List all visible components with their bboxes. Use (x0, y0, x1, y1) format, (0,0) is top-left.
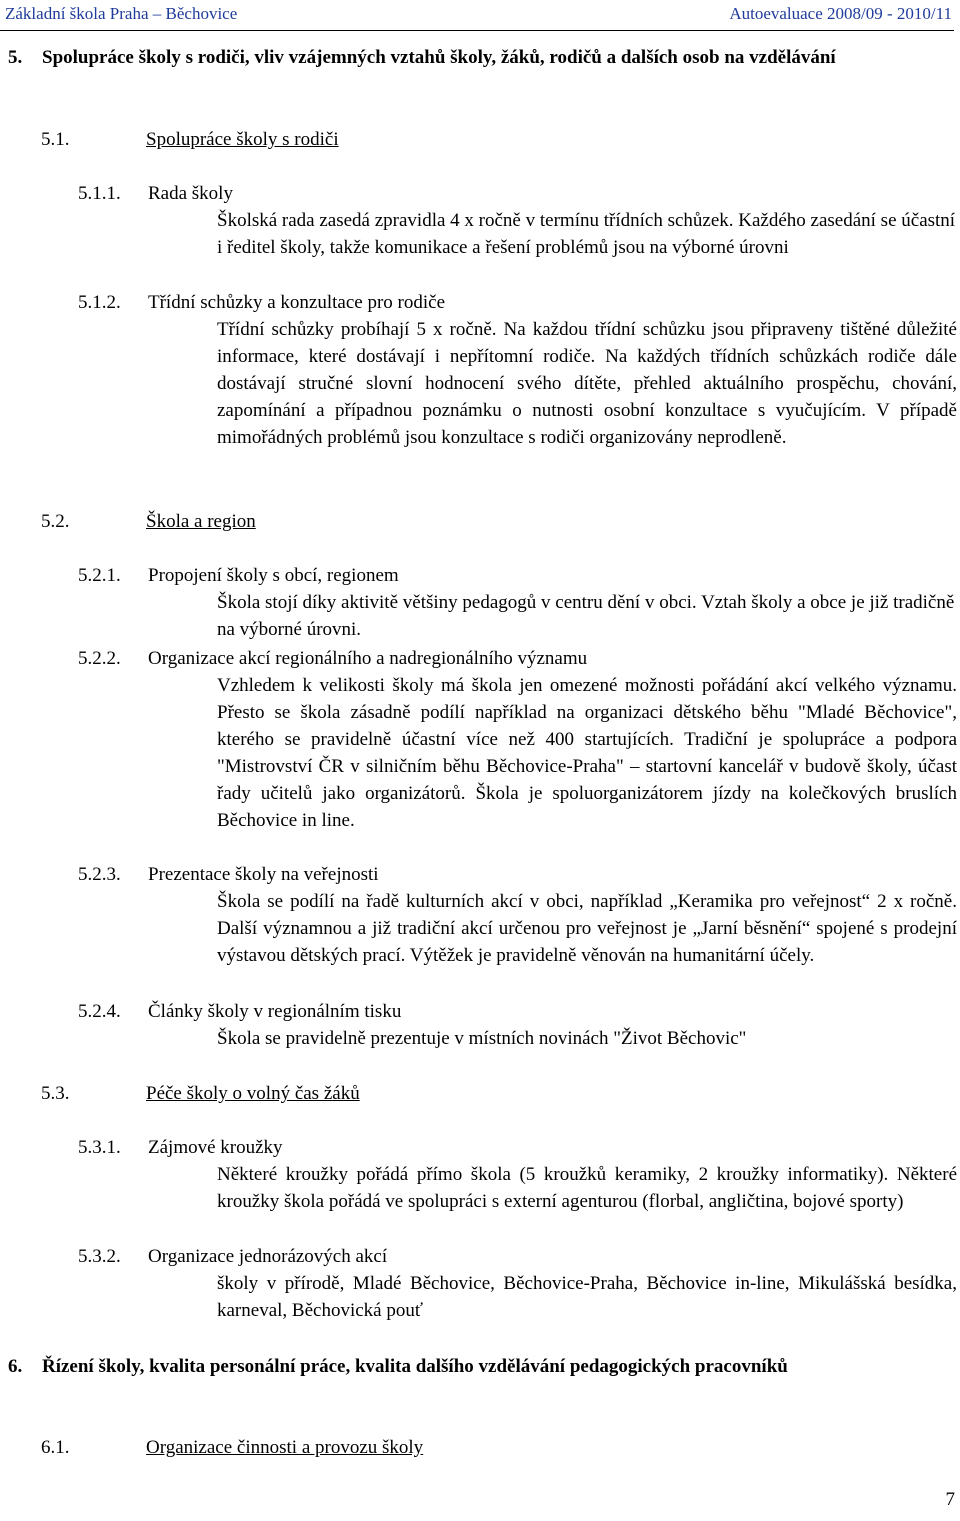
item-number: 5.3.2. (78, 1246, 121, 1267)
item-title: Články školy v regionálním tisku (148, 1001, 402, 1022)
header-school-name: Základní škola Praha – Běchovice (5, 4, 238, 23)
section-heading-6 (8, 1353, 958, 1380)
section-number: 5. (8, 47, 23, 68)
item-title: Propojení školy s obcí, regionem (148, 565, 399, 586)
section-number: 6. (8, 1356, 23, 1377)
item-title: Třídní schůzky a konzultace pro rodiče (148, 292, 446, 313)
subsection-number: 6.1. (41, 1437, 70, 1458)
item-heading-5-1-2 (78, 289, 938, 316)
subsection-title: Spolupráce školy s rodiči (146, 129, 339, 150)
subsection-title: Organizace činnosti a provozu školy (146, 1437, 424, 1458)
item-title: Prezentace školy na veřejnosti (148, 864, 379, 885)
item-text-5-2-4: Škola se pravidelně prezentuje v místních novinách "Život Běchovic" (217, 1028, 747, 1049)
item-text-5-2-3: Škola se podílí na řadě kulturních akcí v obci, například „Keramika pro veřejnost“ 2 x ročně. Další významnou a již tradiční akcí určenou pro veřejnost je „Jarní běsnění“ spojené s prodejní výstavou dětských prací. Výtěžek je pravidelně věnován na humanitární účely. (217, 891, 957, 966)
item-number: 5.1.2. (78, 292, 121, 313)
page-header (5, 2, 952, 28)
header-document-title: Autoevaluace 2008/09 - 2010/11 (729, 4, 952, 23)
section-heading-5 (8, 44, 958, 71)
subsection-number: 5.3. (41, 1083, 70, 1104)
item-text-5-1-2: Třídní schůzky probíhají 5 x ročně. Na každou třídní schůzku jsou připraveny tištěné důležité informace, které dostávají i nepřítomní rodiče. Na každých třídních schůzkách rodiče dále dostávají stručné slovní hodnocení svého dítěte, přehled aktuálního prospěchu, chování, zapomínání a případnou poznámku o nutnosti osobní konzultace s vyučujícím. V případě mimořádných problémů jsou konzultace s rodiči organizovány neprodleně. (217, 319, 957, 448)
page-number: 7 (945, 1489, 955, 1510)
item-title: Zájmové kroužky (148, 1137, 283, 1158)
item-text-5-3-1: Některé kroužky pořádá přímo škola (5 kroužků keramiky, 2 kroužky informatiky). Některé kroužky škola pořádá ve spolupráci s externí agenturou (florbal, angličtina, bojové sporty) (217, 1164, 957, 1212)
item-heading-5-3-2 (78, 1243, 938, 1270)
item-heading-5-2-4 (78, 998, 938, 1025)
item-text-5-2-1: Škola stojí díky aktivitě většiny pedagogů v centru dění v obci. Vztah školy a obce je již tradičně na výborné úrovni. (217, 592, 955, 640)
item-number: 5.2.2. (78, 648, 121, 669)
item-number: 5.2.1. (78, 565, 121, 586)
item-heading-5-2-2 (78, 645, 938, 672)
subsection-number: 5.1. (41, 129, 70, 150)
section-title: Řízení školy, kvalita personální práce, kvalita dalšího vzdělávání pedagogických pracovníků (42, 1356, 788, 1377)
item-heading-5-1-1 (78, 180, 938, 207)
subsection-heading-5-2 (41, 508, 941, 535)
item-number: 5.1.1. (78, 183, 121, 204)
item-text-5-2-2: Vzhledem k velikosti školy má škola jen omezené možnosti pořádání akcí velkého významu. Přesto se škola zásadně podílí například na organizaci dětského běhu "Mladé Běchovice", kterého se pravidelně účastní více než 400 startujících. Tradiční je spolupráce a podpora "Mistrovství ČR v silničním běhu Běchovice-Praha" – startovní kancelář v budově školy, účast řady učitelů jako organizátorů. Škola je spoluorganizátorem jízdy na kolečkových bruslích Běchovice in line. (217, 675, 957, 831)
section-title: Spolupráce školy s rodiči, vliv vzájemných vztahů školy, žáků, rodičů a dalších osob na vzdělávání (42, 47, 836, 68)
subsection-title: Péče školy o volný čas žáků (146, 1083, 360, 1104)
subsection-heading-6-1 (41, 1434, 941, 1461)
subsection-heading-5-3 (41, 1080, 941, 1107)
item-number: 5.2.3. (78, 864, 121, 885)
item-heading-5-2-3 (78, 861, 938, 888)
item-text-5-1-1: Školská rada zasedá zpravidla 4 x ročně v termínu třídních schůzek. Každého zasedání se účastní i ředitel školy, takže komunikace a řešení problémů jsou na výborné úrovni (217, 210, 956, 258)
item-title: Organizace jednorázových akcí (148, 1246, 388, 1267)
item-number: 5.2.4. (78, 1001, 121, 1022)
item-title: Organizace akcí regionálního a nadregionálního významu (148, 648, 588, 669)
subsection-number: 5.2. (41, 511, 70, 532)
item-text-5-3-2: školy v přírodě, Mladé Běchovice, Běchovice-Praha, Běchovice in-line, Mikulášská besídka, karneval, Běchovická pouť (217, 1273, 957, 1321)
subsection-heading-5-1 (41, 126, 941, 153)
subsection-title: Škola a region (146, 511, 256, 532)
item-heading-5-3-1 (78, 1134, 938, 1161)
item-heading-5-2-1 (78, 562, 938, 589)
item-number: 5.3.1. (78, 1137, 121, 1158)
header-divider (0, 30, 954, 31)
item-title: Rada školy (148, 183, 233, 204)
